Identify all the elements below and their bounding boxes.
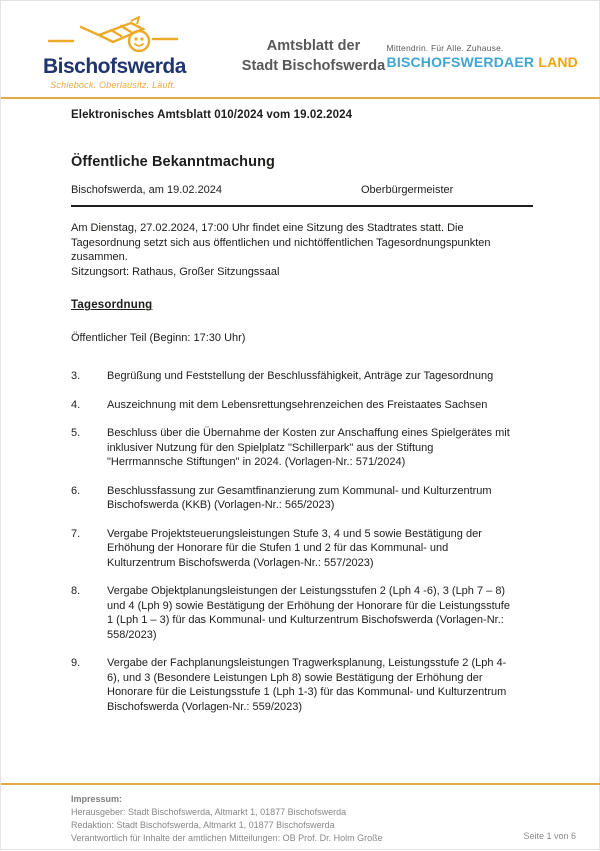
impressum-responsible: Verantwortlich für Inhalte der amtlichen Mitteilungen: OB Prof. Dr. Holm Große bbox=[71, 833, 383, 844]
region-brand-orange: LAND bbox=[538, 54, 578, 70]
intro-location: Sitzungsort: Rathaus, Großer Sitzungssaal bbox=[71, 265, 280, 278]
city-logo-name: Bischofswerda bbox=[43, 55, 186, 78]
intro-paragraph bbox=[71, 221, 533, 279]
region-logo bbox=[387, 43, 578, 70]
agenda-item-7 bbox=[71, 527, 533, 571]
gazette-title bbox=[226, 37, 401, 76]
region-logo-brand bbox=[387, 54, 578, 70]
page-indicator: Seite 1 von 6 bbox=[523, 831, 576, 841]
impressum-label: Impressum: bbox=[71, 794, 123, 804]
document-body bbox=[71, 108, 533, 728]
agenda-subheading: Öffentlicher Teil (Beginn: 17:30 Uhr) bbox=[71, 331, 246, 344]
agenda-item-text: Beschlussfassung zur Gesamtfinanzierung zum Kommunal- und Kulturzentrum Bischofswerda (KKB) (Vorlagen-Nr.: 565/2023) bbox=[107, 484, 492, 512]
agenda-item-text: Vergabe Projektsteuerungsleistungen Stufe 3, 4 und 5 sowie Bestätigung der Erhöhung der Honorare für die Stufen 1 und 2 für das Kommunal- und Kulturzentrum Bischofswerda (Vorlagen-Nr.: 557/2023) bbox=[107, 527, 482, 569]
impressum-block bbox=[71, 793, 383, 845]
agenda-item-text: Vergabe der Fachplanungsleistungen Tragwerksplanung, Leistungsstufe 2 (Lph 4-6), und 3 (Besondere Leistungen Lph 8) sowie Bestätigung der Erhöhung der Honorare für die Leistungsstufe 1 (Lph 1-3) für das Kommunal- und Kulturzentrum Bischofswerda (Vorlagen-Nr.: 559/2023) bbox=[107, 657, 507, 713]
agenda-item-text: Begrüßung und Feststellung der Beschlussfähigkeit, Anträge zur Tagesordnung bbox=[107, 370, 494, 383]
header-divider bbox=[1, 97, 600, 99]
agenda-item-5 bbox=[71, 426, 533, 470]
gazette-title-line1: Amtsblatt der bbox=[266, 38, 361, 54]
agenda-item-8 bbox=[71, 584, 533, 642]
impressum-editorial: Redaktion: Stadt Bischofswerda, Altmarkt 1, 01877 Bischofswerda bbox=[71, 820, 335, 831]
section-divider bbox=[71, 205, 533, 207]
agenda-list bbox=[71, 369, 533, 714]
agenda-item-number: 6. bbox=[71, 484, 81, 497]
schiebock-mascot-icon bbox=[47, 15, 179, 55]
agenda-item-text: Beschluss über die Übernahme der Kosten zur Anschaffung eines Spielgerätes mit inklusiver Nutzung für den Spielplatz "Schillerpark" aus der Stiftung "Herrmannsche Stiftungen" in 2024. (Vorlagen-Nr.: 571/2024) bbox=[107, 427, 510, 469]
agenda-item-number: 4. bbox=[71, 398, 81, 411]
gazette-title-line2: Stadt Bischofswerda bbox=[241, 57, 386, 74]
city-logo bbox=[43, 15, 186, 90]
agenda-item-number: 3. bbox=[71, 370, 81, 383]
agenda-item-number: 7. bbox=[71, 527, 81, 540]
intro-text: Am Dienstag, 27.02.2024, 17:00 Uhr findet eine Sitzung des Stadtrates statt. Die Tagesordnung setzt sich aus öffentlichen und nichtöffentlichen Tagesordnungspunkten zusammen. bbox=[71, 222, 491, 264]
agenda-item-6 bbox=[71, 484, 533, 513]
region-brand-blue: BISCHOFSWERDAER bbox=[386, 54, 535, 70]
agenda-heading: Tagesordnung bbox=[71, 299, 153, 312]
agenda-item-number: 9. bbox=[71, 657, 81, 670]
date-place: Bischofswerda, am 19.02.2024 bbox=[71, 184, 223, 197]
date-signatory-row bbox=[71, 183, 533, 198]
agenda-item-4 bbox=[71, 398, 533, 413]
page-header bbox=[1, 1, 600, 97]
agenda-item-number: 5. bbox=[71, 427, 81, 440]
agenda-item-3 bbox=[71, 369, 533, 384]
impressum-publisher: Herausgeber: Stadt Bischofswerda, Altmarkt 1, 01877 Bischofswerda bbox=[71, 807, 347, 818]
agenda-item-text: Vergabe Objektplanungsleistungen der Leistungsstufen 2 (Lph 4 -6), 3 (Lph 7 – 8) und 4 (Lph 9) sowie Bestätigung der Erhöhung der Honorare für die Leistungsstufe 1 (Lph 1 – 3) für das Kommunal- und Kulturzentrum Bischofswerda (Vorlagen-Nr.: 558/2023) bbox=[107, 585, 510, 641]
page-footer bbox=[1, 785, 600, 851]
region-logo-tagline: Mittendrin. Für Alle. Zuhause. bbox=[386, 43, 504, 53]
issue-line: Elektronisches Amtsblatt 010/2024 vom 19.02.2024 bbox=[71, 109, 353, 121]
signatory: Oberbürgermeister bbox=[361, 184, 454, 197]
agenda-item-9 bbox=[71, 656, 533, 714]
agenda-item-text: Auszeichnung mit dem Lebensrettungsehrenzeichen des Freistaates Sachsen bbox=[107, 398, 488, 411]
section-title: Öffentliche Bekanntmachung bbox=[71, 154, 276, 171]
city-logo-tagline: Schiebock. Oberlausitz. Läuft. bbox=[50, 80, 176, 90]
agenda-item-number: 8. bbox=[71, 585, 81, 598]
